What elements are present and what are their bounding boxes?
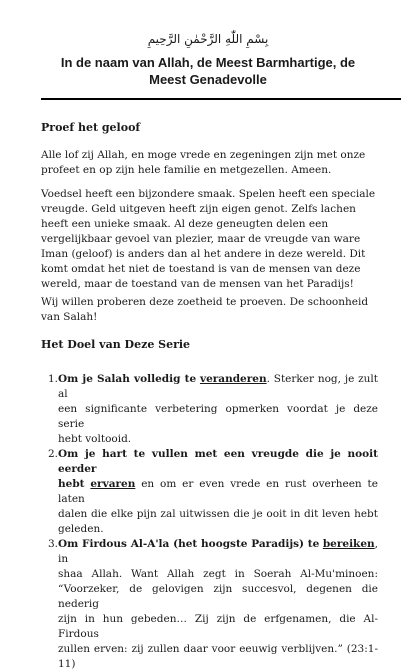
list-item — [48, 372, 378, 447]
text-line — [58, 477, 378, 507]
body-paragraph — [41, 187, 386, 292]
title-line-1: In de naam van Allah, de Meest Barmhartige, de — [60, 55, 356, 70]
text-line: Wij willen proberen deze zoetheid te proeven. De schoonheid — [41, 296, 369, 308]
text-line: Voedsel heeft een bijzondere smaak. Spelen heeft een speciale — [41, 188, 376, 200]
text-line — [58, 372, 378, 402]
bold-underlined-text: veranderen — [199, 373, 267, 385]
bold-text: hebt — [58, 478, 85, 490]
bold-underlined-text: ervaren — [90, 478, 136, 490]
bold-text: Om je hart te vullen met een vreugde die je nooit eerder — [58, 448, 378, 475]
text-line: van Salah! — [41, 311, 98, 323]
text-line: “Voorzeker, de gelovigen zijn succesvol, degenen die nederig — [58, 583, 378, 610]
text: , in — [58, 538, 378, 565]
text-line: 11) — [58, 658, 76, 670]
text-line: hebt voltooid. — [58, 433, 132, 445]
text-line: vergelijkbaar gevoel van plezier, maar de vreugde van ware — [41, 233, 361, 245]
text-line: zijn in hun gebeden… Zij zijn de erfgenamen, die Al-Firdous — [58, 613, 378, 640]
text-line: dalen die elke pijn zal uitwissen die je ooit in dit leven hebt — [58, 508, 378, 520]
divider — [41, 98, 401, 100]
text-line: komt omdat het niet de toestand is van de mensen van deze — [41, 263, 361, 275]
basmala: بِسْمِ اللّٰهِ الرَّحْمٰنِ الرَّحِيمِ — [147, 32, 269, 46]
list-item — [48, 447, 378, 537]
section-heading-proef: Proef het geloof — [41, 121, 141, 134]
list-number: 1. — [48, 373, 59, 385]
text: en om er even vrede en rust overheen te laten — [58, 478, 378, 505]
text-line: profeet en op zijn hele familie en metgezellen. Ameen. — [41, 164, 332, 176]
body-paragraph — [41, 295, 386, 325]
text-line: heeft een unieke smaak. Al deze geneugten delen een — [41, 218, 329, 230]
text-line: shaa Allah. Want Allah zegt in Soerah Al-Mu'minoen: — [58, 568, 378, 580]
bold-text: Om Firdous Al-A'la (het hoogste Paradijs) te — [58, 538, 320, 550]
bold-text: Om je Salah volledig te — [58, 373, 197, 385]
text-line: geleden. — [58, 523, 104, 535]
text-line: vreugde. Geld uitgeven heeft zijn eigen genot. Zelfs lachen — [41, 203, 356, 215]
text-line — [58, 537, 378, 567]
text-line: Alle lof zij Allah, en moge vrede en zegeningen zijn met onze — [41, 149, 366, 161]
text-line: zullen erven: zij zullen daar voor eeuwig verblijven.” (23:1- — [58, 643, 378, 655]
text-line: Iman (geloof) is anders dan al het andere in deze wereld. Dit — [41, 248, 366, 260]
list-number: 3. — [48, 538, 59, 550]
section-heading-doel: Het Doel van Deze Serie — [41, 338, 191, 351]
bold-underlined-text: bereiken — [322, 538, 375, 550]
page-title — [24, 54, 392, 88]
text-line: wereld, maar de toestand van de mensen van het Paradijs! — [41, 278, 354, 290]
text-line: een significante verbetering opmerken voordat je deze serie — [58, 403, 378, 430]
list-number: 2. — [48, 448, 59, 460]
title-line-2: Meest Genadevolle — [149, 72, 267, 87]
text-line — [58, 447, 378, 477]
goals-list — [48, 372, 378, 672]
intro-paragraph — [41, 148, 386, 178]
list-item — [48, 537, 378, 672]
text: . Sterker nog, je zult al — [58, 373, 378, 400]
